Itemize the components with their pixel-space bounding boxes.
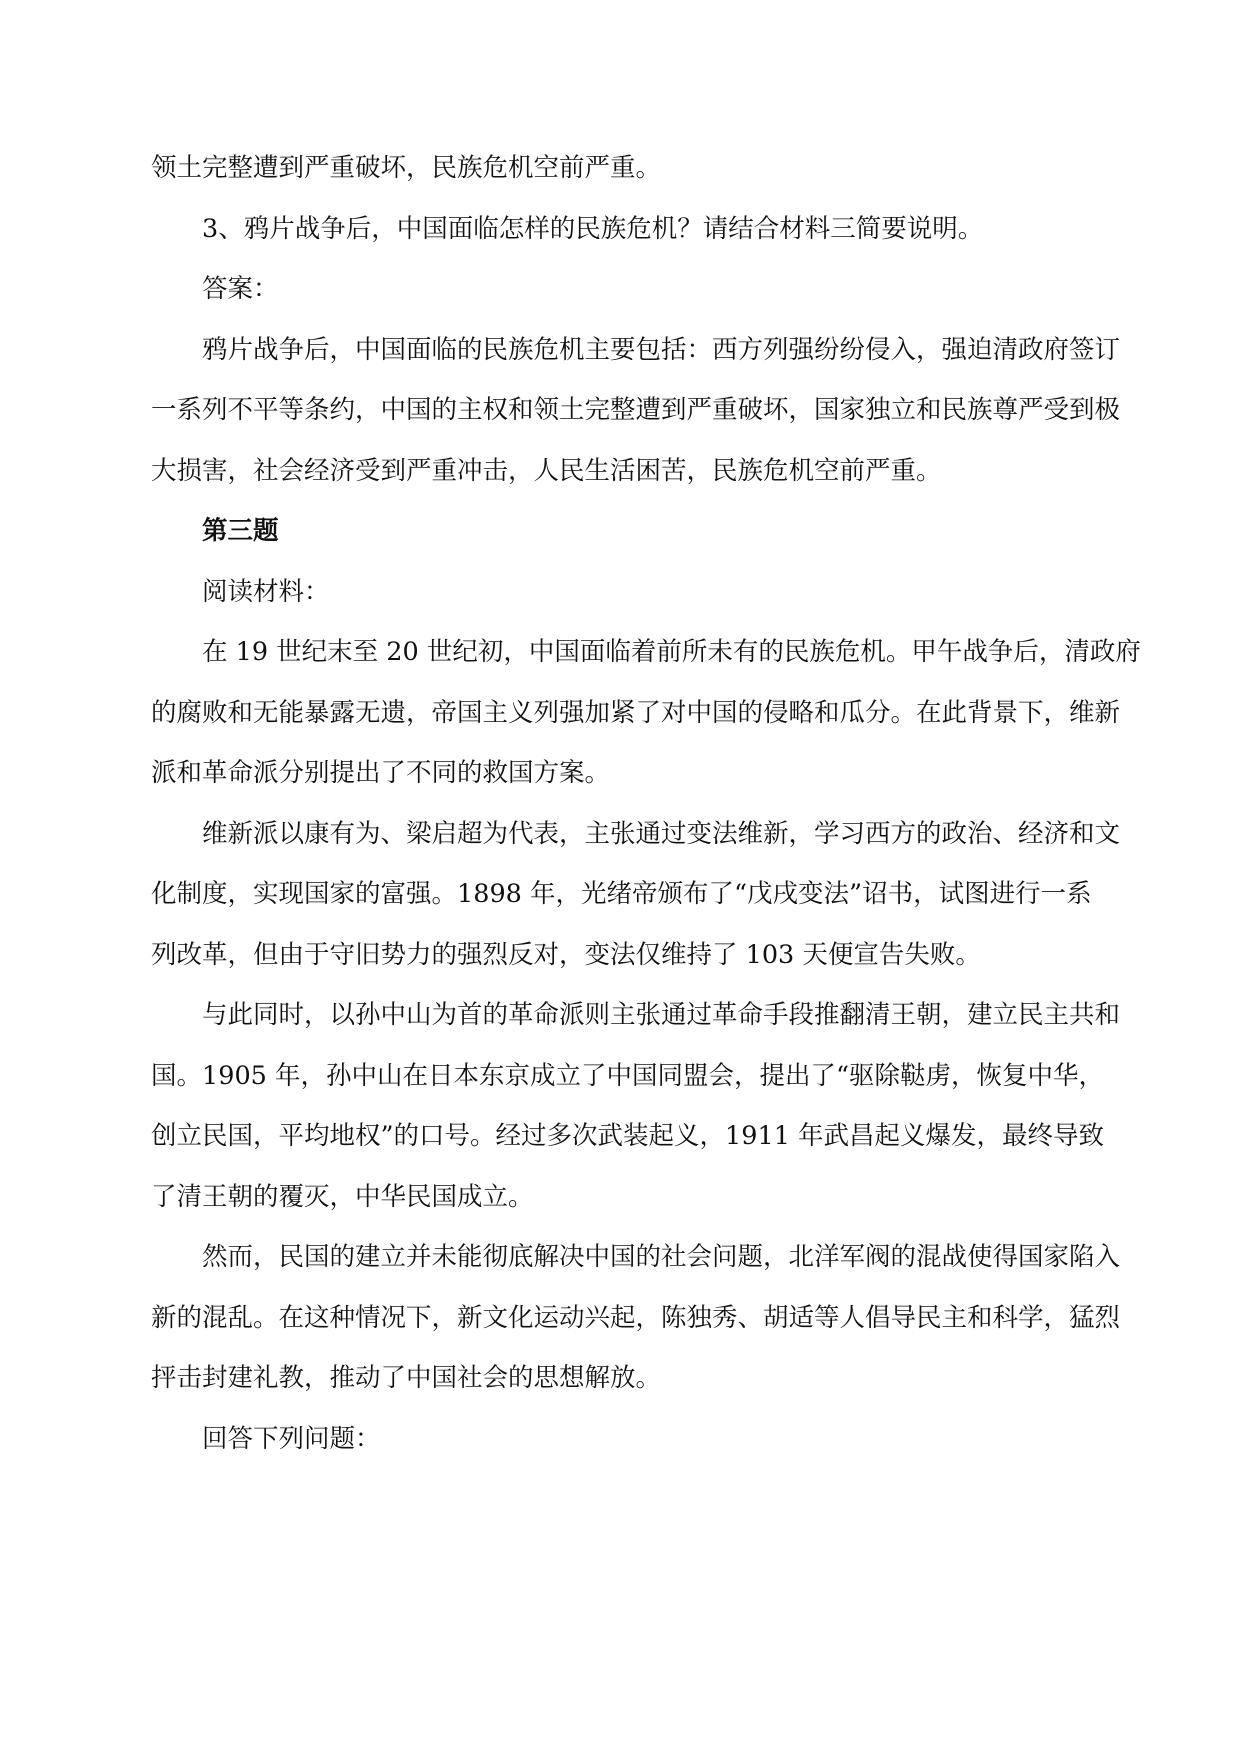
text-line: 鸦片战争后，中国面临的民族危机主要包括：西方列强纷纷侵入，强迫清政府签订 [202, 334, 1121, 365]
text-line: 领土完整遭到严重破坏，民族危机空前严重。 [151, 153, 662, 183]
text-line: 与此同时，以孙中山为首的革命派则主张通过革命手段推翻清王朝，建立民主共和 [202, 1000, 1121, 1030]
text-line: 创立民国，平均地权”的口号。经过多次武装起义，1911 年武昌起义爆发，最终导致 [151, 1121, 1105, 1151]
text-line: 的腐败和无能暴露无遗，帝国主义列强加紧了对中国的侵略和瓜分。在此背景下，维新 [151, 697, 1121, 728]
questions-label: 回答下列问题： [202, 1423, 381, 1454]
text-line: 然而，民国的建立并未能彻底解决中国的社会问题，北洋军阀的混战使得国家陷入 [202, 1242, 1121, 1272]
text-line: 维新派以康有为、梁启超为代表，主张通过变法维新，学习西方的政治、经济和文 [202, 818, 1121, 849]
text-line: 抨击封建礼教，推动了中国社会的思想解放。 [151, 1363, 662, 1393]
text-line: 一系列不平等条约，中国的主权和领土完整遭到严重破坏，国家独立和民族尊严受到极 [151, 395, 1121, 425]
text-line: 在 19 世纪末至 20 世纪初，中国面临着前所未有的民族危机。甲午战争后，清政府 [202, 637, 1141, 667]
text-line: 派和革命派分别提出了不同的救国方案。 [151, 758, 611, 788]
reading-label: 阅读材料： [202, 576, 330, 607]
section-heading: 第三题 [202, 516, 279, 546]
text-line: 了清王朝的覆灭，中华民国成立。 [151, 1181, 534, 1212]
text-line: 国。1905 年，孙中山在日本东京成立了中国同盟会，提出了“驱除鞑虏，恢复中华， [151, 1060, 1105, 1091]
answer-label: 答案： [202, 274, 279, 304]
text-line: 新的混乱。在这种情况下，新文化运动兴起，陈独秀、胡适等人倡导民主和科学，猛烈 [151, 1302, 1121, 1333]
text-line: 大损害，社会经济受到严重冲击，人民生活困苦，民族危机空前严重。 [151, 455, 942, 486]
document-page [151, 138, 1141, 1469]
text-line: 列改革，但由于守旧势力的强烈反对，变法仅维持了 103 天便宣告失败。 [151, 939, 981, 970]
question-3: 3、鸦片战争后，中国面临怎样的民族危机？请结合材料三简要说明。 [202, 213, 984, 244]
text-line: 化制度，实现国家的富强。1898 年，光绪帝颁布了“戊戌变法”诏书，试图进行一系 [151, 879, 1092, 909]
